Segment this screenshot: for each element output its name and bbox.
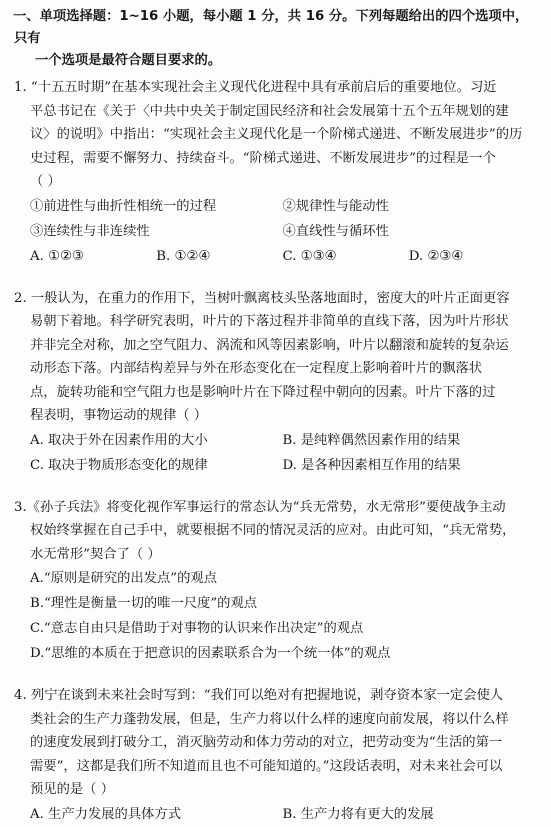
question-1-line: 1. “十五五时期”在基本实现社会主义现代化进程中具有承前启后的重要地位。习近 — [14, 80, 497, 95]
question-4-line: 的速度发展到打破分工，消灭脑劳动和体力劳动的对立，把劳动变为“生活的第一 — [30, 735, 503, 750]
question-4-line: 预见的是（ ） — [30, 782, 115, 797]
option-c[interactable]: C.“意志自由只是借助于对事物的认识来作出决定”的观点 — [30, 621, 364, 636]
question-4-stem — [14, 684, 535, 802]
question-4-line: 类社会的生产力蓬勃发展，但是，生产力将以什么样的速度向前发展，将以什么样 — [30, 711, 509, 727]
statement-item: ③连续性与非连续性 — [30, 223, 150, 239]
question-2-stem — [14, 287, 535, 428]
option-a[interactable]: A. ①②③ — [30, 248, 84, 264]
question-2-line: 并非完全对称，加之空气阻力、涡流和风等因素影响，叶片以翻滚和旋转的复杂运 — [30, 337, 509, 353]
statement-item: ②规律性与能动性 — [282, 198, 389, 214]
option-b[interactable]: B.“理性是衡量一切的唯一尺度”的观点 — [30, 596, 258, 611]
question-4-line: 需要”，这都是我们所不知道而且也不可能知道的。”这段话表明，对未来社会可以 — [30, 758, 503, 774]
option-b[interactable]: B. 是纯粹偶然因素作用的结果 — [282, 432, 461, 448]
question-3-stem — [14, 496, 535, 567]
question-3 — [14, 496, 535, 667]
question-4-line: 4. 列宁在谈到未来社会时写到：“我们可以绝对有把握地说，剥夺资本家一定会使人 — [14, 688, 504, 703]
option-c[interactable]: C. 取决于物质形态变化的规律 — [30, 457, 208, 473]
section-heading — [14, 6, 535, 72]
question-3-line: 权始终掌握在自己手中，就要根据不同的情况灵活的应对。由此可知，“兵无常势， — [30, 523, 516, 538]
option-a[interactable]: A.“原则是研究的出发点”的观点 — [30, 571, 217, 586]
option-a[interactable]: A. 取决于外在因素作用的大小 — [30, 432, 208, 448]
question-4-options — [14, 802, 535, 827]
question-2-line: 动形态下落。内部结构差异与外在形态变化在一定程度上影响着叶片的飘落状 — [30, 361, 483, 376]
option-d[interactable]: D.“思维的本质在于把意识的因素联系合为一个统一体”的观点 — [30, 646, 391, 661]
option-b[interactable]: B. 生产力将有更大的发展 — [282, 806, 434, 822]
option-d[interactable]: D. ②③④ — [408, 248, 464, 264]
statement-item: ①前进性与曲折性相统一的过程 — [30, 198, 217, 214]
question-1 — [14, 76, 535, 269]
question-2-line: 易朝下着地。科学研究表明，叶片的下落过程并非简单的直线下落，因为叶片形状 — [30, 314, 509, 329]
option-b[interactable]: B. ①②④ — [156, 248, 211, 264]
statement-item: ④直线性与循环性 — [282, 223, 389, 239]
question-1-line: 平总书记在《关于〈中共中央关于制定国民经济和社会发展第十五个五年规划的建 — [30, 103, 509, 119]
question-1-statements — [14, 194, 535, 244]
question-1-line: （ ） — [30, 174, 61, 189]
question-3-options — [14, 566, 535, 666]
question-1-line: 史过程，需要不懈努力、持续奋斗。“阶梯式递进、不断发展进步”的过程是一个 — [30, 150, 496, 166]
option-a[interactable]: A. 生产力发展的具体方式 — [30, 806, 182, 822]
question-3-line: 水无常形”契合了（ ） — [30, 546, 161, 562]
option-c[interactable]: C. ①③④ — [282, 248, 337, 264]
question-2-line: 点，旋转功能和空气阻力也是影响叶片在下降过程中朝向的因素。叶片下落的过 — [30, 384, 496, 400]
question-1-options — [14, 244, 535, 269]
question-1-line: 议〉的说明》中指出：“实现社会主义现代化是一个阶梯式递进、不断发展进步”的历 — [30, 127, 523, 142]
question-2-options — [14, 428, 535, 478]
exam-page — [0, 6, 551, 822]
section-heading-line-2: 一个选项是最符合题目要求的。 — [35, 53, 222, 68]
question-2-line: 程表明，事物运动的规律（ ） — [30, 408, 208, 423]
section-heading-line-1: 一、单项选择题：1~16 小题，每小题 1 分，共 16 分。下列每题给出的四个选项中，只有 — [13, 9, 529, 46]
question-2-line: 2. 一般认为，在重力的作用下，当树叶飘离枝头坠落地面时，密度大的叶片正面更容 — [14, 290, 510, 306]
question-4 — [14, 684, 535, 827]
question-1-stem — [14, 76, 535, 194]
question-3-line: 3.《孙子兵法》将变化视作军事运行的常态认为“兵无常势，水无常形”要使战争主动 — [14, 499, 506, 515]
question-2 — [14, 287, 535, 478]
option-d[interactable]: D. 是各种因素相互作用的结果 — [282, 457, 461, 473]
